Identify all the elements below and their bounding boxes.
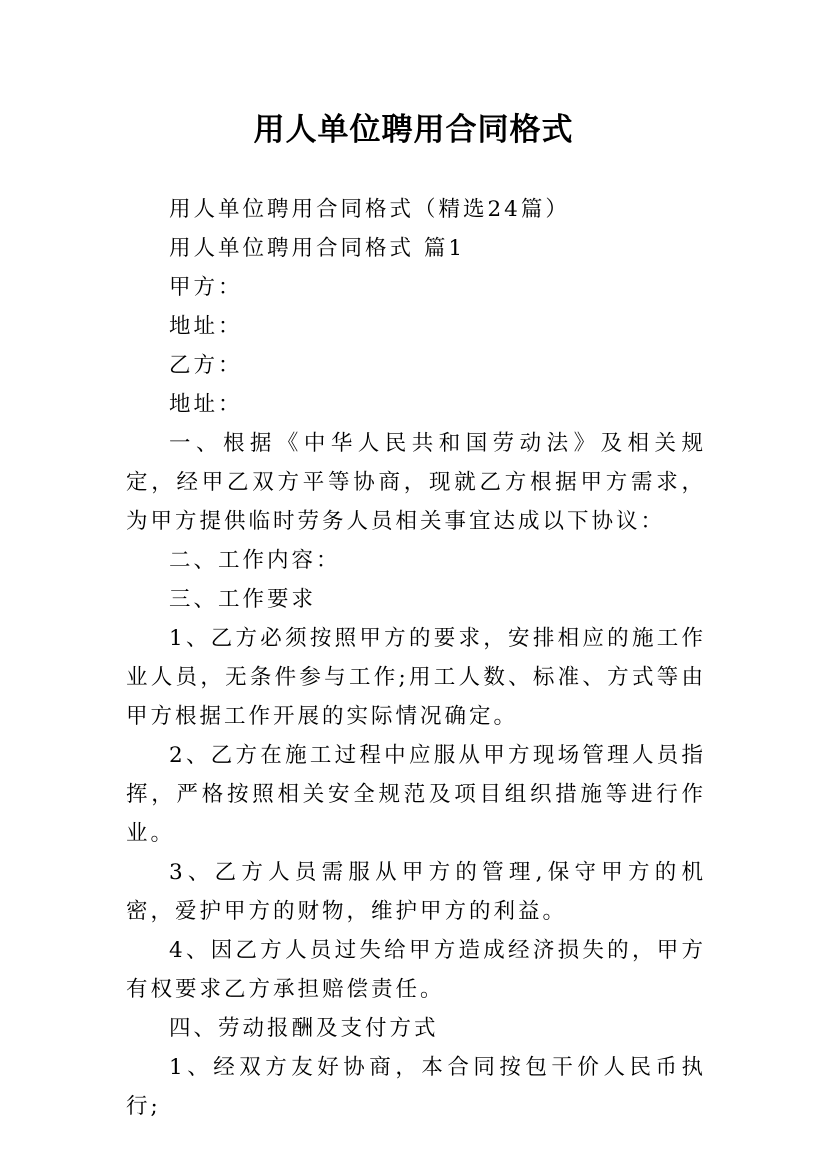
paragraph: 1、乙方必须按照甲方的要求，安排相应的施工作业人员，无条件参与工作;用工人数、标准、方式等由甲方根据工作开展的实际情况确定。 — [126, 626, 706, 729]
paragraph: 乙方： — [169, 353, 243, 378]
paragraph: 4、因乙方人员过失给甲方造成经济损失的，甲方有权要求乙方承担赔偿责任。 — [126, 938, 706, 1002]
paragraph: 3、乙方人员需服从甲方的管理,保守甲方的机密，爱护甲方的财物，维护甲方的利益。 — [126, 860, 706, 924]
paragraph: 用人单位聘用合同格式 篇1 — [169, 236, 466, 261]
paragraph: 二、工作内容： — [169, 548, 341, 573]
document-body — [126, 190, 706, 1126]
page-title: 用人单位聘用合同格式 — [253, 112, 574, 148]
paragraph: 甲方： — [169, 275, 243, 300]
paragraph: 地址： — [169, 392, 243, 417]
paragraph: 三、工作要求 — [169, 587, 317, 612]
paragraph: 用人单位聘用合同格式（精选24篇） — [169, 197, 570, 222]
paragraph: 地址： — [169, 314, 243, 339]
paragraph: 四、劳动报酬及支付方式 — [169, 1016, 439, 1041]
paragraph: 1、经双方友好协商，本合同按包干价人民币执行; — [126, 1055, 706, 1119]
paragraph: 2、乙方在施工过程中应服从甲方现场管理人员指挥，严格按照相关安全规范及项目组织措施等进行作业。 — [126, 743, 706, 846]
paragraph: 一、根据《中华人民共和国劳动法》及相关规定，经甲乙双方平等协商，现就乙方根据甲方需求，为甲方提供临时劳务人员相关事宜达成以下协议： — [126, 431, 706, 534]
